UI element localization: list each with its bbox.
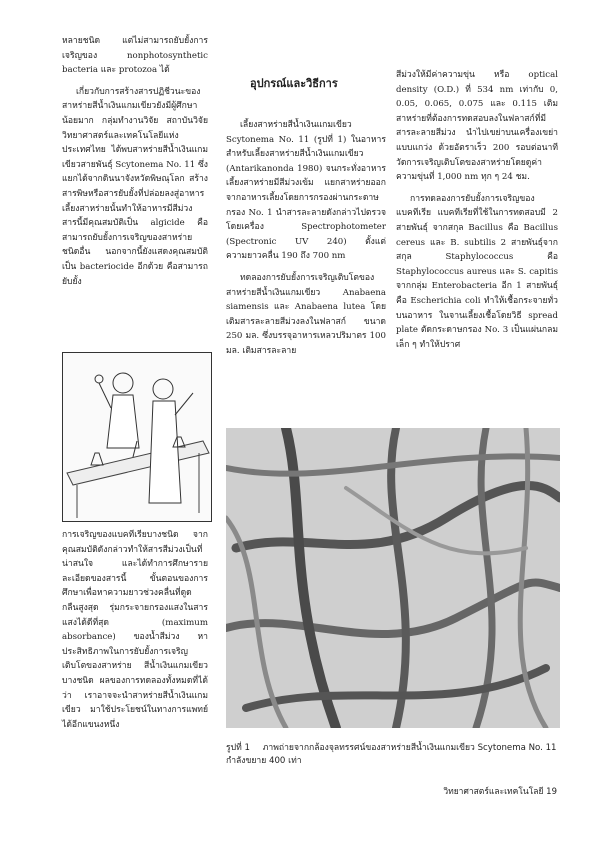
left-column-continued <box>62 528 208 732</box>
section-heading: อุปกรณ์และวิธีการ <box>250 77 338 90</box>
caption-text: ภาพถ่ายจากกล้องจุลทรรศน์ของสาหร่ายสีน้ำเงินแกมเขียว Scytonema No. 11 กำลังขยาย 400 เท่า <box>226 743 557 766</box>
filament-micrograph <box>226 428 560 728</box>
micrograph-figure <box>226 428 560 728</box>
paragraph: เกี่ยวกับการสร้างสารปฏิชีวนะของสาหร่ายสีน้ำเงินแกมเขียวยังมีผู้ศึกษาน้อยมาก กลุ่มทำงานวิจัย สถาบันวิจัยวิทยาศาสตร์และเทคโนโลยีแห่งประเทศไทย ได้พบสาหร่ายสีน้ำเงินแกมเขียวสายพันธุ์ Scytonema No. 11 ซึ่งแยกได้จากดินนาจังหวัดพิษณุโลก สร้างสารพิษหรือสารยับยั้งที่ปล่อยลงสู่อาหารเลี้ยงสาหร่ายนั้นทำให้อาหารมีสีม่วง สารนี้มีคุณสมบัติเป็น algicide คือสามารถยับยั้งการเจริญของสาหร่ายชนิดอื่น นอกจากนี้ยังแสดงคุณสมบัติเป็น bacteriocide อีกด้วย คือสามารถยับยั้ง <box>62 86 208 287</box>
page-footer <box>443 784 557 798</box>
middle-column <box>226 118 386 366</box>
paragraph: การเจริญของแบคทีเรียบางชนิด จากคุณสมบัติดังกล่าวทำให้สารสีม่วงเป็นที่น่าสนใจ และได้ทำการศึกษารายละเอียดของสารนี้ ขั้นตอนของการศึกษาเพื่อหาความยาวช่วงคลื่นที่ดูดกลืนสูงสุด รุ่มกระจายกรองแสงในสารแสงได้ดีที่สุด (maximum absorbance) ของน้ำสีม่วง หาประสิทธิภาพในการยับยั้งการเจริญเติบโตของสาหร่าย สีน้ำเงินแกมเขียวบางชนิด ผลของการทดลองทั้งหมดที่ได้ว่า เราอาจจะนำสาหร่ายสีน้ำเงินแกมเขียว มาใช้ประโยชน์ในทางการแพทย์ได้อีกแขนงหนึ่ง <box>62 530 208 730</box>
figure-caption <box>226 742 560 768</box>
figure-label: รูปที่ 1 <box>226 743 250 753</box>
cartoon-illustration <box>62 352 212 522</box>
scientists-lab-drawing <box>63 353 211 521</box>
page-number: 19 <box>546 787 557 797</box>
paragraph: เลี้ยงสาหร่ายสีน้ำเงินแกมเขียว Scytonema No. 11 (รูปที่ 1) ในอาหารสำหรับเลี้ยงสาหร่ายสีน้ำเงินแกมเขียว (Antarikanonda 1980) จนกระทั่งอาหารเลี้ยงสาหร่ายมีสีม่วงเข้ม แยกสาหร่ายออกจากอาหารเลี้ยงโดยการกรองผ่านกระดาษกรอง No. 1 นำสารละลายดังกล่าวไปตรวจ โดยเครื่อง Spectrophotometer (Spectronic UV 240) ตั้งแต่ความยาวคลื่น 190 ถึง 700 nm <box>226 120 386 262</box>
paragraph: การทดลองการยับยั้งการเจริญของแบคทีเรีย แบคทีเรียที่ใช้ในการทดสอบมี 2 สายพันธุ์ จากสกุล Bacillus คือ Bacillus cereus และ B. subtilis 2 สายพันธุ์จากสกุล Staphylococcus คือ Staphylococcus aureus และ S. capitis จากกลุ่ม Enterobacteria อีก 1 สายพันธุ์ คือ Escherichia coli ทำให้เชื้อกระจายทั่วบนอาหาร ในจานเลี้ยงเชื้อโดยวิธี spread plate ตัดกระดาษกรอง No. 3 เป็นแผ่นกลมเล็ก ๆ ทำให้ปราศ <box>396 193 558 350</box>
left-column <box>62 34 208 296</box>
paragraph: สีม่วงให้มีค่าความขุ่น หรือ optical density (O.D.) ที่ 534 nm เท่ากับ 0, 0.05, 0.065, 0.075 และ 0.115 เติมสาหร่ายที่ต้องการทดสอบลงในฟลาสก์ที่มีสารละลายสีม่วง นำไปเขย่าบนเครื่องเขย่าแบบแกว่ง ด้วยอัตราเร็ว 200 รอบต่อนาที วัดการเจริญเติบโตของสาหร่ายโดยดูค่าความขุ่นที่ 1,000 nm ทุก ๆ 24 ชม. <box>396 70 558 183</box>
paragraph: หลายชนิด แต่ไม่สามารถยับยั้งการเจริญของ nonphotosynthetic bacteria และ protozoa ได้ <box>62 36 208 76</box>
right-column <box>396 68 558 359</box>
paragraph: ทดลองการยับยั้งการเจริญเติบโตของสาหร่ายสีน้ำเงินแกมเขียว Anabaena siamensis และ Anabaena lutea โดยเติมสารละลายสีม่วงลงในฟลาสก์ ขนาด 250 มล. ซึ่งบรรจุอาหารเหลวปริมาตร 100 มล. เติมสารละลาย <box>226 272 386 356</box>
journal-name: วิทยาศาสตร์และเทคโนโลยี <box>443 787 544 797</box>
